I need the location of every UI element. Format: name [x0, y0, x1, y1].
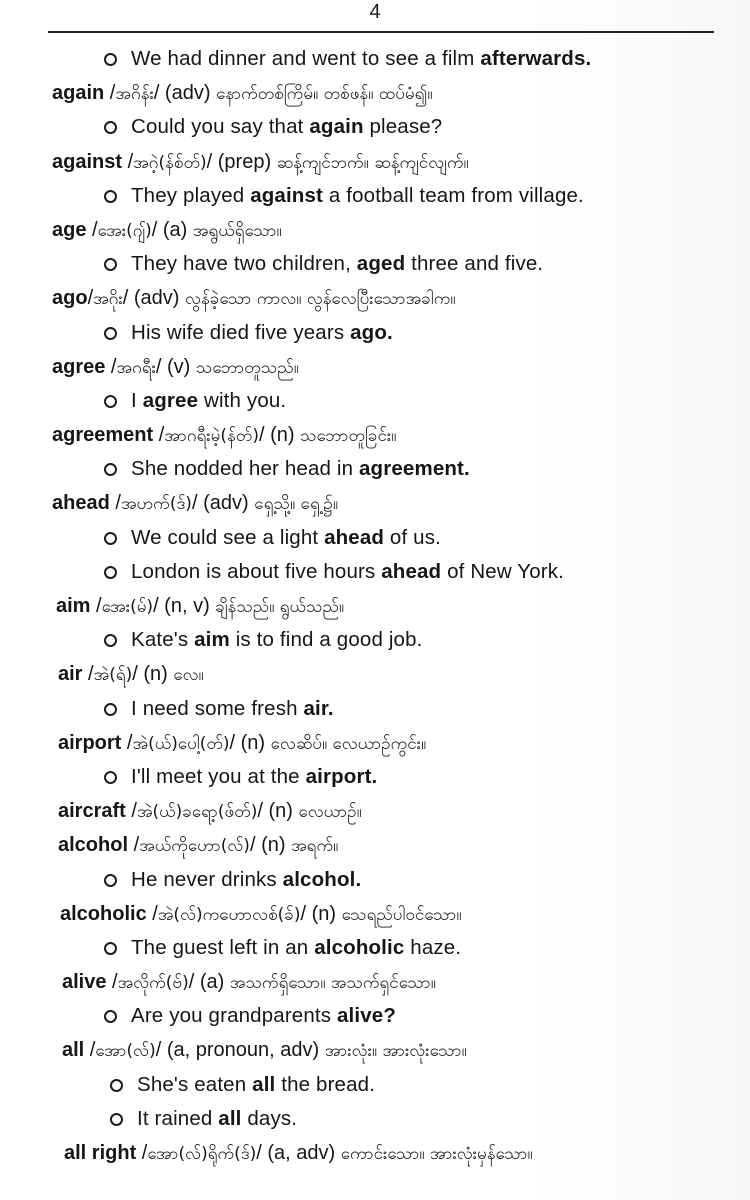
text-segment: / (adv)	[153, 82, 217, 105]
bullet-circle-icon	[104, 121, 117, 134]
myanmar-text: အေး(မ်)	[101, 597, 154, 617]
text-segment: /	[87, 287, 94, 310]
myanmar-text: လေယာဉ်။	[298, 802, 362, 823]
text-segment: I'll meet you at the	[131, 764, 306, 788]
text-segment: a football team from village.	[323, 183, 584, 207]
text-segment: /	[125, 800, 137, 823]
myanmar-text: သဘောတူသည်။	[195, 357, 299, 378]
text-segment: / (adv)	[191, 492, 255, 515]
myanmar-text: အသက်ရှိသော။ အသက်ရှင်သော။	[229, 973, 436, 994]
myanmar-text: လွန်ခဲ့သော ကာလ။ လွန်လေပြီးသောအခါက။	[185, 289, 456, 310]
bullet-circle-icon	[104, 190, 117, 203]
keyword: again	[309, 115, 364, 139]
text-segment: / (a)	[188, 971, 230, 994]
headword: aircraft	[58, 800, 126, 823]
myanmar-text: အဂိုး	[93, 289, 123, 310]
text-segment: He never drinks	[131, 867, 283, 891]
dictionary-entry	[0, 897, 750, 931]
keyword: alcohol.	[282, 867, 362, 891]
text-segment: I	[131, 388, 143, 412]
text-segment: / (a)	[151, 218, 193, 241]
myanmar-text: အဂရီး	[116, 357, 156, 378]
myanmar-text: အလိုက်(ဗ်)	[117, 973, 189, 994]
text-segment: It rained	[137, 1106, 219, 1130]
text-segment: / (n)	[249, 834, 292, 857]
text-segment: /	[121, 731, 133, 754]
myanmar-text: လေဆိပ်။ လေယာဉ်ကွင်း။	[270, 733, 427, 754]
keyword: agreement.	[359, 457, 470, 481]
text-segment: They have two children,	[131, 252, 357, 276]
myanmar-text: အားလုံး။ အားလုံးသော။	[324, 1041, 467, 1062]
headword: all right	[64, 1142, 137, 1164]
example-sentence	[0, 555, 750, 589]
text-segment: is to find a good job.	[229, 628, 423, 652]
text-segment: His wife died five years	[131, 320, 351, 344]
headword: alcoholic	[60, 902, 147, 925]
text-segment: /	[82, 663, 94, 686]
text-segment: / (n)	[300, 902, 342, 925]
text-segment: / (a, pronoun, adv)	[155, 1039, 325, 1062]
myanmar-text: အရွယ်ရှိသော။	[192, 220, 282, 241]
headword: again	[52, 82, 105, 105]
myanmar-text: အဂဲ့(န်စ်တ်)	[133, 152, 207, 173]
example-sentence	[0, 863, 750, 897]
text-segment: /	[106, 971, 118, 994]
text-segment: haze.	[404, 935, 462, 959]
keyword: alcoholic	[314, 935, 405, 959]
dictionary-entries	[0, 42, 750, 1170]
keyword: ahead	[381, 559, 442, 583]
text-segment: / (prep)	[206, 150, 277, 173]
keyword: aim	[194, 628, 230, 652]
myanmar-text: အဂိန်း	[115, 84, 154, 105]
dictionary-entry	[0, 281, 750, 315]
myanmar-text: အဲ(လ်)ကဟောလစ်(ခ်)	[157, 904, 301, 925]
text-segment: London is about five hours	[131, 559, 382, 583]
headword: ago	[52, 287, 88, 310]
bullet-circle-icon	[104, 1010, 117, 1023]
bullet-circle-icon	[104, 463, 117, 476]
text-segment: / (v)	[155, 355, 196, 378]
myanmar-text: ချိန်သည်။ ရွယ်သည်။	[215, 597, 345, 617]
bullet-circle-icon	[104, 942, 117, 955]
headword: agreement	[52, 424, 154, 447]
text-segment: Are you grandparents	[131, 1004, 337, 1028]
myanmar-text: သေရည်ပါဝင်သော။	[341, 904, 462, 925]
myanmar-text: ကောင်းသော။ အားလုံးမှန်သော။	[340, 1144, 533, 1164]
text-segment: days.	[241, 1106, 298, 1130]
myanmar-text: အရက်။	[291, 836, 339, 857]
headword: against	[52, 150, 123, 173]
bullet-circle-icon	[104, 771, 117, 784]
headword: alive	[62, 971, 107, 994]
myanmar-text: ဆန့်ကျင်ဘက်။ ဆန့်ကျင်လျက်။	[276, 152, 469, 173]
text-segment: /	[153, 424, 165, 447]
text-segment: of us.	[384, 525, 441, 549]
text-segment: She nodded her head in	[131, 457, 359, 481]
text-segment: /	[86, 218, 98, 241]
dictionary-entry	[0, 418, 750, 452]
myanmar-text: ရှေ့သို့။ ရှေ့၌။	[254, 494, 339, 515]
text-segment: with you.	[198, 388, 287, 412]
myanmar-text: အဟက်(ဒ်)	[120, 494, 192, 515]
myanmar-text: အော(လ်)ရိုက်(ဒ်)	[147, 1144, 257, 1164]
text-segment: The guest left in an	[131, 935, 315, 959]
example-sentence	[0, 110, 750, 144]
text-segment: /	[84, 1039, 96, 1062]
text-segment: / (n)	[257, 800, 299, 823]
example-sentence	[0, 1068, 750, 1102]
bullet-circle-icon	[110, 1079, 123, 1092]
example-sentence	[0, 42, 750, 76]
keyword: airport.	[305, 764, 378, 788]
myanmar-text: အယ်ကိုဟော(လ်)	[139, 836, 250, 857]
headword: aim	[56, 595, 91, 617]
example-sentence	[0, 384, 750, 418]
bullet-circle-icon	[104, 703, 117, 716]
keyword: all	[218, 1106, 242, 1130]
headword: airport	[58, 731, 122, 754]
myanmar-text: အော(လ်)	[95, 1041, 156, 1062]
dictionary-entry	[0, 828, 750, 862]
text-segment: /	[105, 355, 117, 378]
headword: ahead	[52, 492, 110, 515]
keyword: all	[252, 1072, 276, 1096]
text-segment: / (adv)	[122, 287, 186, 310]
keyword: afterwards.	[480, 47, 592, 70]
dictionary-entry	[0, 486, 750, 520]
bullet-circle-icon	[104, 532, 117, 545]
dictionary-entry	[0, 1136, 750, 1170]
text-segment: / (n, v)	[153, 595, 216, 617]
keyword: against	[250, 183, 324, 207]
example-sentence	[0, 1102, 750, 1136]
text-segment: /	[146, 902, 158, 925]
dictionary-entry	[0, 965, 750, 999]
headword: alcohol	[58, 834, 129, 857]
dictionary-entry	[0, 213, 750, 247]
myanmar-text: အေး(ဂျ်)	[97, 220, 152, 241]
page-number: 4	[369, 1, 381, 23]
example-sentence	[0, 931, 750, 965]
myanmar-text: နောက်တစ်ကြိမ်။ တစ်ဖန်။ ထပ်မံ၍။	[216, 84, 433, 105]
text-segment: We could see a light	[131, 525, 325, 549]
dictionary-entry	[0, 145, 750, 179]
keyword: alive?	[337, 1004, 397, 1028]
text-segment: three and five.	[405, 252, 544, 276]
text-segment: / (a, adv)	[256, 1142, 341, 1164]
dictionary-entry	[0, 76, 750, 110]
example-sentence	[0, 692, 750, 726]
bullet-circle-icon	[104, 258, 117, 271]
text-segment: I need some fresh	[131, 696, 304, 720]
text-segment: /	[109, 492, 121, 515]
text-segment: / (n)	[229, 731, 271, 754]
myanmar-text: အာဂရီးမဲ့(န်တ်)	[164, 426, 259, 447]
text-segment: Kate's	[131, 628, 195, 652]
bullet-circle-icon	[110, 1113, 123, 1126]
text-segment: of New York.	[441, 559, 564, 583]
bullet-circle-icon	[104, 634, 117, 647]
example-sentence	[0, 623, 750, 657]
myanmar-text: သဘောတူခြင်း။	[300, 426, 397, 447]
text-segment: Could you say that	[131, 115, 310, 139]
bullet-circle-icon	[104, 53, 117, 66]
text-segment: We had dinner and went to see a film	[131, 47, 481, 70]
dictionary-entry	[0, 794, 750, 828]
dictionary-entry	[0, 657, 750, 691]
bullet-circle-icon	[104, 566, 117, 579]
keyword: ahead	[324, 525, 385, 549]
myanmar-text: အဲ(ယ်)ပေါ့(တ်)	[132, 733, 230, 754]
myanmar-text: အဲ(ယ်)ခရော့(ဖ်တ်)	[136, 802, 258, 823]
example-sentence	[0, 999, 750, 1033]
text-segment: /	[122, 150, 134, 173]
dictionary-entry	[0, 726, 750, 760]
headword: age	[52, 218, 87, 241]
keyword: ago.	[350, 320, 393, 344]
headword: all	[62, 1039, 85, 1062]
example-sentence	[0, 452, 750, 486]
dictionary-entry	[0, 589, 750, 623]
dictionary-entry	[0, 350, 750, 384]
text-segment: She's eaten	[137, 1072, 253, 1096]
text-segment: /	[136, 1142, 148, 1164]
dictionary-entry	[0, 1033, 750, 1067]
myanmar-text: အဲ(ရ်)	[93, 665, 133, 686]
myanmar-text: လေ။	[173, 665, 204, 686]
bullet-circle-icon	[104, 874, 117, 887]
example-sentence	[0, 247, 750, 281]
text-segment: / (n)	[259, 424, 301, 447]
keyword: agree	[142, 388, 199, 412]
text-segment: please?	[363, 115, 443, 139]
bullet-circle-icon	[104, 395, 117, 408]
keyword: air.	[303, 696, 334, 720]
text-segment: /	[90, 595, 102, 617]
text-segment: /	[104, 82, 116, 105]
header-rule	[48, 31, 714, 33]
text-segment: / (n)	[132, 663, 174, 686]
example-sentence	[0, 316, 750, 350]
headword: air	[58, 663, 83, 686]
text-segment: /	[128, 834, 140, 857]
bullet-circle-icon	[104, 327, 117, 340]
example-sentence	[0, 760, 750, 794]
example-sentence	[0, 179, 750, 213]
headword: agree	[52, 355, 106, 378]
text-segment: They played	[131, 183, 251, 207]
example-sentence	[0, 521, 750, 555]
text-segment: the bread.	[275, 1072, 376, 1096]
keyword: aged	[356, 252, 406, 276]
